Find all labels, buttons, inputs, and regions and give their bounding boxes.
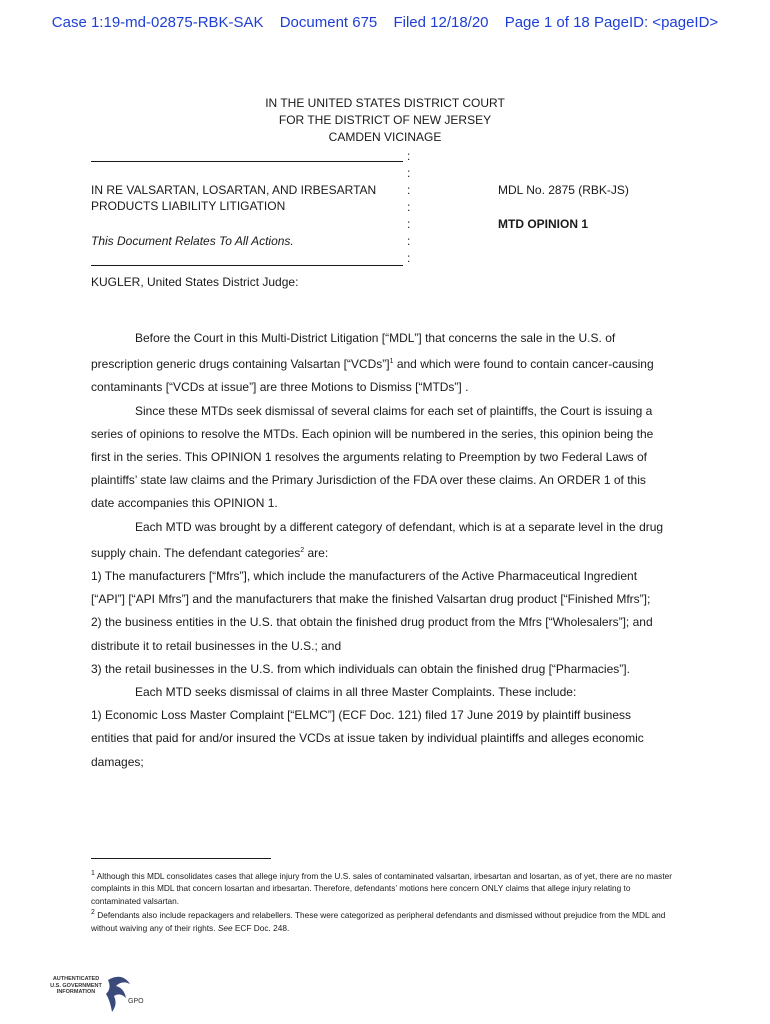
caption-colon: :	[407, 183, 411, 197]
footnote-text: Defendants also include repackagers and relabellers. These were categorized as peripheral defendants and dismissed without prejudice from the MDL and without waiving any of their rights.	[91, 910, 666, 933]
caption-rule-bottom	[91, 265, 403, 266]
footnote-2	[91, 907, 681, 934]
case-title-line-1: IN RE VALSARTAN, LOSARTAN, AND IRBESARTAN	[91, 183, 377, 197]
page-info: Page 1 of 18 PageID: <pageID>	[504, 14, 719, 31]
paragraph	[91, 327, 671, 400]
paragraph: Each MTD seeks dismissal of claims in all three Master Complaints. These include:	[135, 685, 577, 700]
opinion-body	[91, 327, 671, 774]
court-line-1: IN THE UNITED STATES DISTRICT COURT	[265, 96, 505, 110]
caption-colon: :	[407, 217, 411, 231]
caption-colon: :	[407, 200, 411, 214]
case-header	[0, 14, 770, 31]
footnote-text: Although this MDL consolidates cases that allege injury from the U.S. sales of contaminated valsartan, irbesartan and losartan, as of yet, there are no master complaints in this MDL that concern losartan and irbesartan. Therefore, defendants’ motions here concern ONLY claims that allege injury relating to contaminated valsartan.	[91, 870, 672, 906]
footnote-text: ECF Doc. 248.	[232, 922, 290, 933]
caption-colon: :	[407, 166, 411, 180]
footnote-ref: 1	[389, 358, 394, 366]
court-heading	[0, 95, 770, 146]
gpo-mark: GPO	[128, 998, 144, 1005]
filed-date: Filed 12/18/20	[393, 14, 489, 31]
seal-line: INFORMATION	[56, 989, 96, 995]
paragraph: 3) the retail businesses in the U.S. from which individuals can obtain the finished drug [“Pharmacies”].	[91, 661, 630, 676]
footnote-number: 2	[91, 909, 95, 917]
gpo-authentication-seal	[46, 974, 144, 1016]
caption-colon: :	[407, 251, 411, 265]
paragraph-text: are:	[304, 545, 329, 560]
judge-line: KUGLER, United States District Judge:	[91, 275, 299, 289]
document-number: Document 675	[279, 14, 378, 31]
caption-colon: :	[407, 149, 411, 163]
caption-rule-top	[91, 161, 403, 162]
footnote-number: 1	[91, 870, 95, 877]
relates-to: This Document Relates To All Actions.	[91, 234, 294, 248]
footnote-1	[91, 868, 681, 907]
footnotes	[91, 868, 681, 934]
court-line-3: CAMDEN VICINAGE	[328, 130, 442, 144]
paragraph: 1) Economic Loss Master Complaint [“ELMC”] (ECF Doc. 121) filed 17 June 2019 by plaintiff business entities that paid for and/or insured the VCDs at issue taken by individual plaintiffs and alleges economic damages;	[91, 708, 644, 769]
eagle-icon	[104, 974, 134, 1014]
paragraph-text: and which were found to contain cancer-causing contaminants [“VCDs at issue”] are three Motions to Dismiss [“MTDs”] .	[91, 357, 654, 395]
case-title-line-2: PRODUCTS LIABILITY LITIGATION	[91, 199, 286, 213]
footnote-ref: 2	[300, 546, 305, 554]
paragraph: Since these MTDs seek dismissal of several claims for each set of plaintiffs, the Court is issuing a series of opinions to resolve the MTDs. Each opinion will be numbered in the series, this opinion being the first in the series. This OPINION 1 resolves the arguments relating to Preemption by two Federal Laws of plaintiffs’ state law claims and the Primary Jurisdiction of the FDA over these claims. An ORDER 1 of this date accompanies this OPINION 1.	[91, 403, 654, 511]
caption-colon: :	[407, 234, 411, 248]
seal-text	[46, 976, 106, 996]
seal-line: AUTHENTICATED	[52, 976, 100, 982]
paragraph: 2) the business entities in the U.S. that obtain the finished drug product from the Mfrs [“Wholesalers”]; and distribute it to retail businesses in the U.S.; and	[91, 615, 653, 653]
case-number: Case 1:19-md-02875-RBK-SAK	[51, 14, 264, 31]
mdl-number: MDL No. 2875 (RBK-JS)	[498, 183, 629, 197]
paragraph: 1) The manufacturers [“Mfrs”], which include the manufacturers of the Active Pharmaceutical Ingredient [“API”] [“API Mfrs”] and the manufacturers that make the finished Valsartan drug product [“Finished Mfrs”];	[91, 569, 651, 607]
seal-line: U.S. GOVERNMENT	[50, 982, 102, 989]
opinion-title: MTD OPINION 1	[498, 217, 589, 231]
paragraph-text: Before the Court in this Multi-District Litigation [“MDL”] that concerns the sale in the U.S. of prescription generic drugs containing Valsartan [“VCDs”]	[91, 331, 616, 372]
court-line-2: FOR THE DISTRICT OF NEW JERSEY	[278, 113, 492, 127]
footnote-see: See	[217, 922, 233, 933]
footnote-divider	[91, 858, 271, 859]
paragraph-text: Each MTD was brought by a different category of defendant, which is at a separate level in the drug supply chain. The defendant categories	[91, 519, 664, 560]
paragraph	[91, 516, 671, 565]
